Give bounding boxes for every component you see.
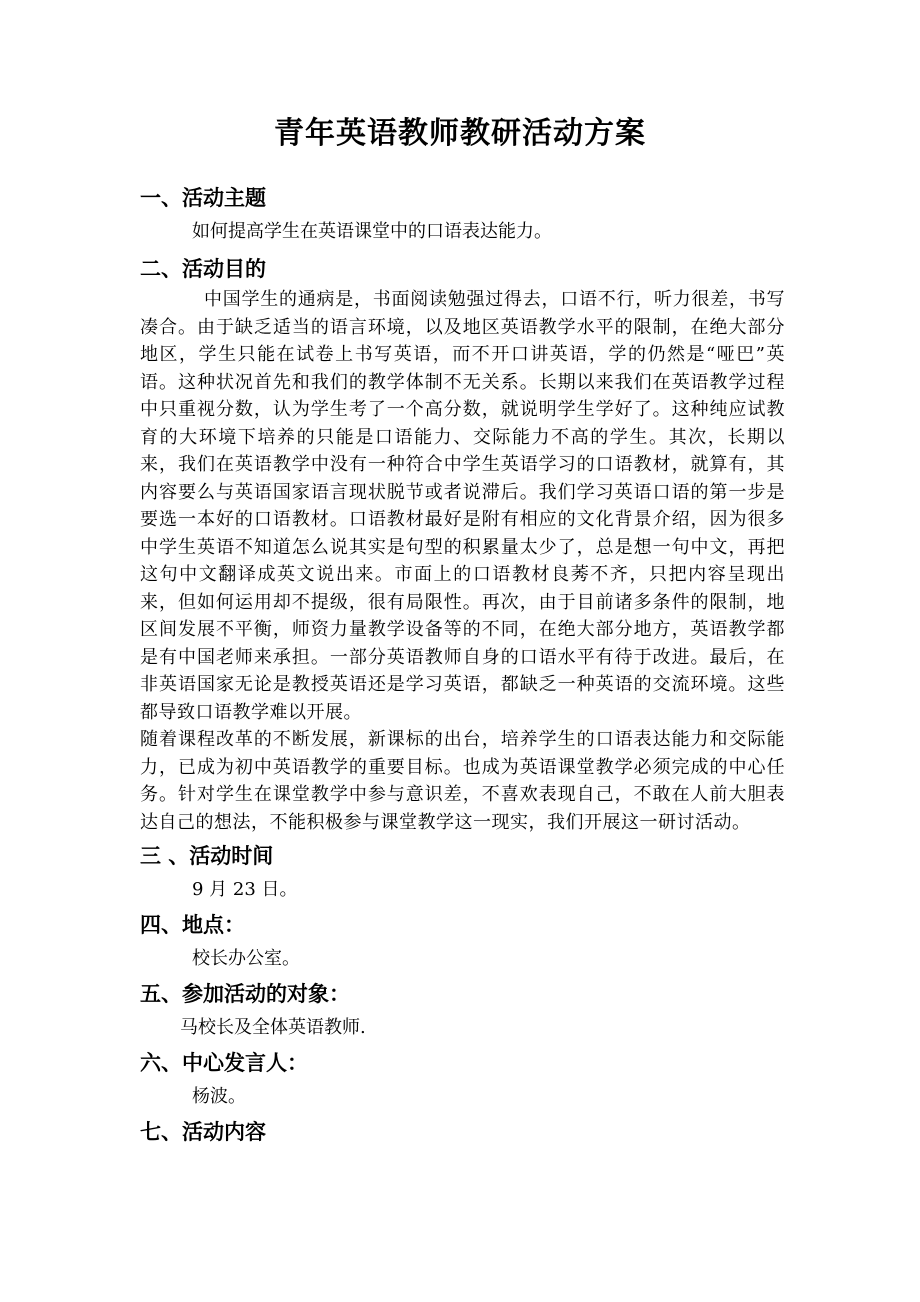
section-text-theme: 如何提高学生在英语课堂中的口语表达能力。	[192, 221, 552, 242]
section-heading-participants: 五、参加活动的对象：	[140, 981, 350, 1006]
section-heading-speaker: 六、中心发言人：	[140, 1050, 308, 1075]
section-heading-location: 四、地点：	[140, 912, 245, 937]
document-title: 青年英语教师教研活动方案	[274, 116, 646, 151]
section-heading-content: 七、活动内容	[140, 1119, 266, 1144]
purpose-paragraph-2: 随着课程改革的不断发展，新课标的出台，培养学生的口语表达能力和交际能力，已成为初中英语教学的重要目标。也成为英语课堂教学必须完成的中心任务。针对学生在课堂教学中参与意识差，不喜欢表现自己，不敢在人前大胆表达自己的想法，不能积极参与课堂教学这一现实，我们开展这一研讨活动。	[140, 729, 785, 833]
section-heading-theme: 一、活动主题	[140, 185, 266, 210]
document-body	[140, 180, 785, 1149]
section-text-participants: 马校长及全体英语教师.	[180, 1017, 366, 1038]
section-text-time: 9 月 23 日。	[192, 879, 298, 900]
purpose-paragraph-1: 中国学生的通病是，书面阅读勉强过得去，口语不行，听力很差，书写凑合。由于缺乏适当的语言环境，以及地区英语教学水平的限制，在绝大部分地区，学生只能在试卷上书写英语，而不开口讲英语，学的仍然是“哑巴”英语。这种状况首先和我们的教学体制不无关系。长期以来我们在英语教学过程中只重视分数，认为学生考了一个高分数，就说明学生学好了。这种纯应试教育的大环境下培养的只能是口语能力、交际能力不高的学生。其次，长期以来，我们在英语教学中没有一种符合中学生英语学习的口语教材，就算有，其内容要么与英语国家语言现状脱节或者说滞后。我们学习英语口语的第一步是要选一本好的口语教材。口语教材最好是附有相应的文化背景介绍，因为很多中学生英语不知道怎么说其实是句型的积累量太少了，总是想一句中文，再把这句中文翻译成英文说出来。市面上的口语教材良莠不齐，只把内容呈现出来，但如何运用却不提级，很有局限性。再次，由于目前诸多条件的限制，地区间发展不平衡，师资力量教学设备等的不同，在绝大部分地方，英语教学都是有中国老师来承担。一部分英语教师自身的口语水平有待于改进。最后，在非英语国家无论是教授英语还是学习英语，都缺乏一种英语的交流环境。这些都导致口语教学难以开展。	[140, 289, 785, 723]
section-heading-time: 三 、活动时间	[140, 843, 274, 868]
section-text-location: 校长办公室。	[192, 948, 300, 969]
section-text-speaker: 杨波。	[192, 1086, 246, 1107]
section-heading-purpose: 二、活动目的	[140, 256, 266, 281]
